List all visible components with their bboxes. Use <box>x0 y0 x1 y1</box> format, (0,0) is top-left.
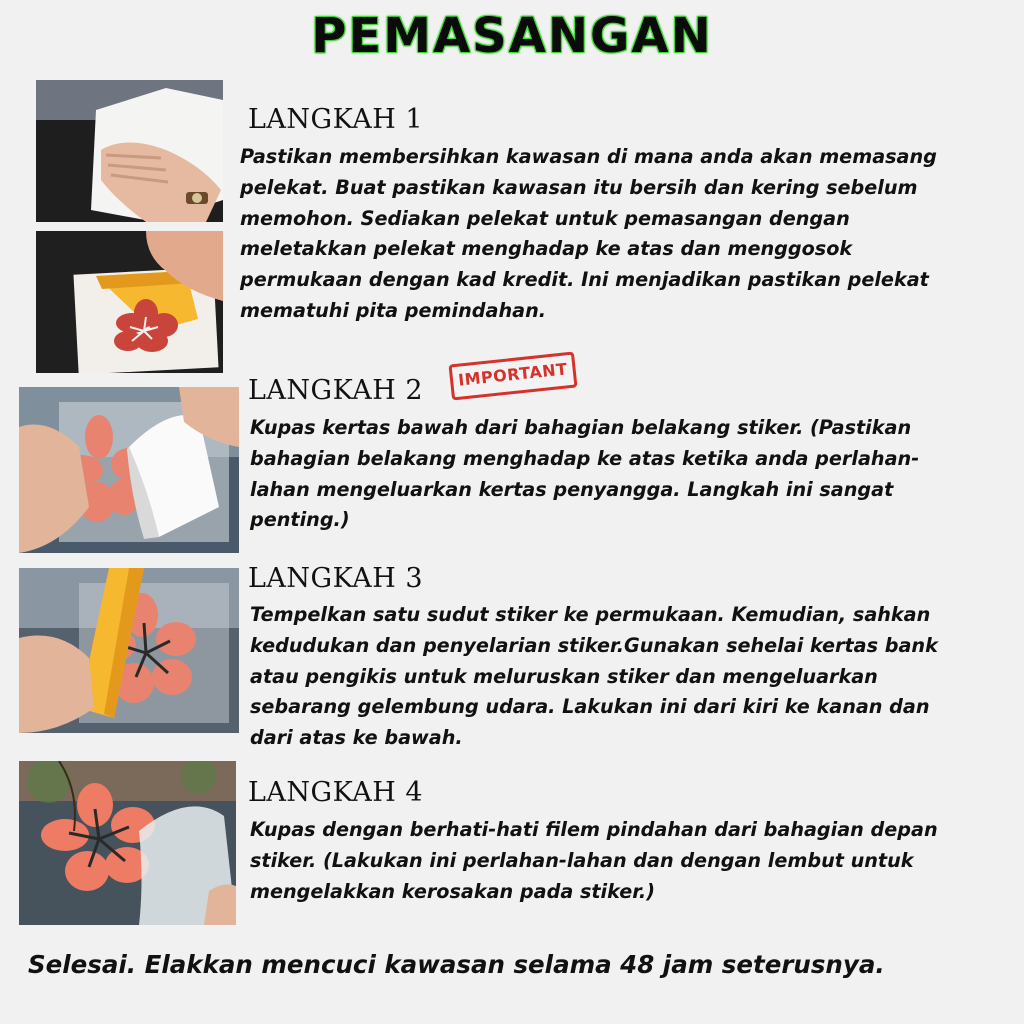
photo-rubbing-decal <box>36 231 223 373</box>
step-1-heading: LANGKAH 1 <box>248 104 424 135</box>
step-3-text: Tempelkan satu sudut stiker ke permukaan. Kemudian, sahkan kedudukan dan penyelarian stiker.Gunakan sehelai kertas bank atau pengikis untuk meluruskan stiker dan mengeluarkan sebarang gelembung udara. Lakukan ini dari kiri ke kanan dan dari atas ke bawah. <box>250 603 938 750</box>
step-1-text: Pastikan membersihkan kawasan di mana anda akan memasang pelekat. Buat pastikan kawasan itu bersih dan kering sebelum memohon. Sediakan pelekat untuk pemasangan dengan meletakkan pelekat menghadap ke atas dan menggosok permukaan dengan kad kredit. Ini menjadikan pastikan pelekat mematuhi pita pemindahan. <box>240 145 937 322</box>
step-2-heading: LANGKAH 2 <box>248 375 424 406</box>
photo-cleaning-window <box>36 80 223 222</box>
step-4-heading: LANGKAH 4 <box>248 777 424 808</box>
step-4-text: Kupas dengan berhati-hati filem pindahan dari bahagian depan stiker. (Lakukan ini perlahan-lahan dan dengan lembut untuk mengelakkan kerosakan pada stiker.) <box>250 818 938 903</box>
footer-note: Selesai. Elakkan mencuci kawasan selama 48 jam seterusnya. <box>28 950 885 979</box>
page-title: PEMASANGAN <box>311 8 713 64</box>
step-2-text: Kupas kertas bawah dari bahagian belakang stiker. (Pastikan bahagian belakang menghadap ke atas ketika anda perlahan- lahan mengeluarkan kertas penyangga. Langkah ini sangat penting.) <box>250 416 920 532</box>
step-3-heading: LANGKAH 3 <box>248 563 424 594</box>
photo-peeling-backing <box>19 387 239 553</box>
photo-squeegee-application <box>19 568 239 733</box>
important-stamp: IMPORTANT <box>448 352 577 401</box>
photo-removing-transfer-film <box>19 761 236 925</box>
